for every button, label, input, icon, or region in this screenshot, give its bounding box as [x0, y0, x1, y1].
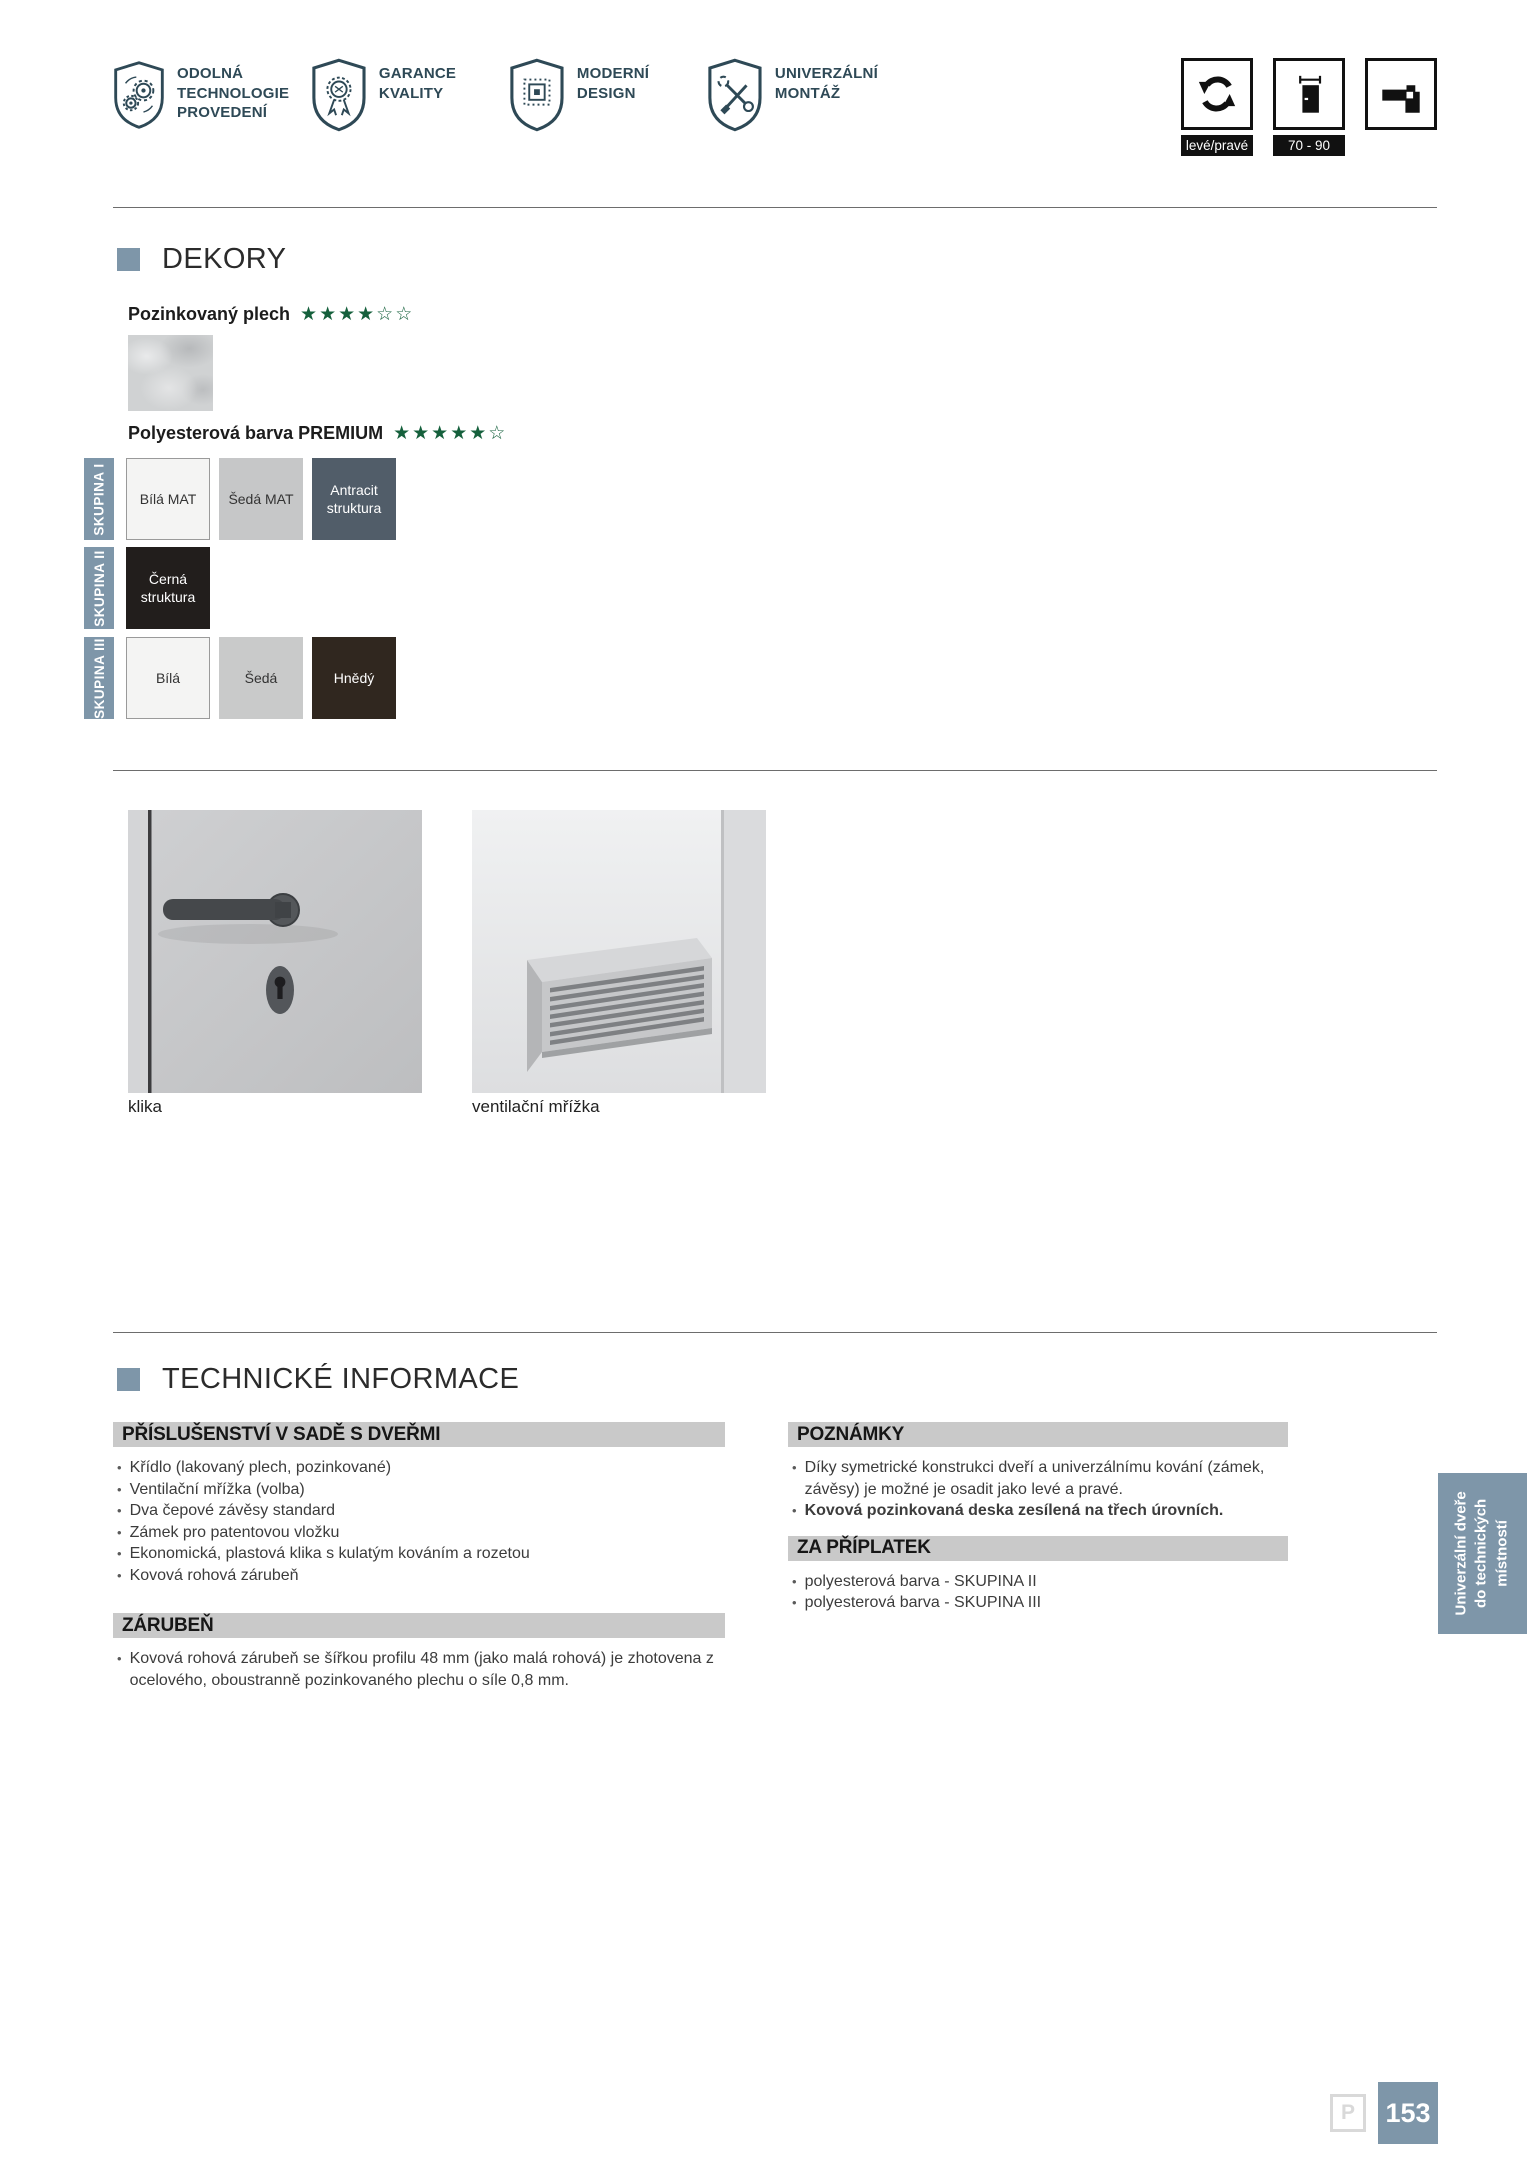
gears-shield-icon	[113, 56, 165, 134]
bullet-dot: •	[117, 1546, 122, 1561]
section-square	[117, 248, 140, 271]
category-side-tab	[1438, 1473, 1527, 1634]
swatch-group-2	[84, 547, 210, 629]
prop-width-range	[1273, 58, 1345, 156]
caption-handle: klika	[128, 1097, 163, 1116]
galvanized-label: Pozinkovaný plech	[128, 303, 291, 324]
bullet-text: Zámek pro patentovou vložku	[129, 1523, 340, 1541]
door-width-icon	[1273, 58, 1345, 130]
bullet-dot: •	[792, 1460, 797, 1475]
prop-label: 70 - 90	[1273, 135, 1345, 156]
premium-label: Polyesterová barva PREMIUM	[128, 422, 384, 443]
color-swatch-hnědý: Hnědý	[312, 637, 396, 719]
page-number: 153	[1378, 2082, 1438, 2144]
notes-header: POZNÁMKY	[788, 1422, 1288, 1447]
bullet-item	[117, 1522, 725, 1544]
bullet-text: Ekonomická, plastová klika s kulatým kováním a rozetou	[129, 1545, 530, 1562]
technical-right-column	[788, 1422, 1288, 1628]
prop-frame-profile	[1365, 58, 1437, 156]
color-swatch-šedá-mat: Šedá MAT	[219, 458, 303, 540]
galvanized-texture-swatch	[128, 335, 213, 411]
color-swatch-černá-struktura: Černá struktura	[126, 547, 210, 629]
feature-badges	[113, 56, 879, 134]
group-label-skupina-1: SKUPINA I	[84, 458, 114, 540]
bullet-item	[792, 1500, 1288, 1522]
bullet-dot: •	[792, 1595, 797, 1610]
surcharge-header: ZA PŘÍPLATEK	[788, 1536, 1288, 1561]
brand-logo: P	[1330, 2094, 1366, 2132]
bullet-item	[792, 1592, 1288, 1614]
badge-durable-technology	[113, 56, 290, 134]
bullet-text: Kovová rohová zárubeň se šířkou profilu 48 mm (jako malá rohová) je zhotovena z ocelového, oboustranně pozinkovaného plechu o síle 0,8 mm.	[129, 1650, 714, 1689]
bullet-text: polyesterová barva - SKUPINA III	[804, 1594, 1042, 1611]
badge-modern-design	[509, 56, 681, 134]
accessories-header: PŘÍSLUŠENSTVÍ V SADĚ S DVEŘMI	[113, 1422, 725, 1447]
premium-rating-row	[128, 422, 507, 444]
swatch-row	[126, 458, 396, 540]
color-swatch-bílá-mat: Bílá MAT	[126, 458, 210, 540]
medal-shield-icon	[311, 56, 367, 134]
galvanized-stars: ★★★★☆☆	[300, 303, 415, 325]
bullet-text: Kovová pozinkovaná deska zesílená na třech úrovních.	[804, 1502, 1224, 1519]
divider-top	[113, 207, 1437, 208]
section-square	[117, 1368, 140, 1391]
divider-middle	[113, 770, 1437, 771]
chip-shield-icon	[509, 56, 565, 134]
bullet-dot: •	[792, 1573, 797, 1589]
photo-ventilation-grille	[472, 810, 766, 1093]
swatch-row	[126, 637, 396, 719]
bullet-dot: •	[117, 1651, 122, 1666]
bullet-dot: •	[117, 1524, 122, 1540]
photo-door-handle	[128, 810, 422, 1093]
badge-label: ODOLNÁ TECHNOLOGIE PROVEDENÍ	[177, 65, 290, 121]
badge-quality-guarantee	[311, 56, 483, 134]
prop-label: levé/pravé	[1181, 135, 1253, 156]
bullet-item	[792, 1571, 1288, 1593]
galvanized-rating-row	[128, 303, 414, 325]
swatch-row	[126, 547, 210, 629]
bullet-item	[117, 1543, 725, 1565]
swatch-group-1	[84, 458, 396, 540]
bullet-text: polyesterová barva - SKUPINA II	[804, 1572, 1037, 1590]
side-tab-text: Univerzální dveře do technických místností	[1453, 1491, 1511, 1616]
badge-label: GARANCE KVALITY	[378, 65, 457, 102]
bullet-dot: •	[792, 1503, 797, 1518]
section-title: DEKORY	[162, 243, 287, 275]
frame-list	[117, 1648, 725, 1691]
technical-left-column	[113, 1422, 725, 1705]
prop-reversible	[1181, 58, 1253, 156]
badge-label: MODERNÍ DESIGN	[576, 65, 650, 102]
swatch-group-3	[84, 637, 396, 719]
premium-stars: ★★★★★☆	[393, 422, 508, 444]
tools-shield-icon	[707, 56, 763, 134]
bullet-dot: •	[117, 1481, 122, 1497]
bullet-item	[792, 1457, 1288, 1500]
bullet-item	[117, 1479, 725, 1501]
reversible-arrows-icon	[1181, 58, 1253, 130]
bullet-text: Dva čepové závěsy standard	[129, 1502, 336, 1519]
color-swatch-šedá: Šedá	[219, 637, 303, 719]
badge-universal-mounting	[707, 56, 879, 134]
surcharge-list	[792, 1571, 1288, 1614]
bullet-dot: •	[117, 1460, 122, 1475]
caption-vent-grille: ventilační mřížka	[472, 1097, 600, 1116]
bullet-text: Díky symetrické konstrukci dveří a univerzálnímu kování (zámek, závěsy) je možné je osadit jako levé a pravé.	[804, 1459, 1265, 1498]
bullet-item	[117, 1648, 725, 1691]
section-dekory	[117, 243, 286, 276]
color-swatch-bílá: Bílá	[126, 637, 210, 719]
bullet-text: Ventilační mřížka (volba)	[129, 1480, 305, 1498]
group-label-skupina-2: SKUPINA II	[84, 547, 114, 629]
door-properties	[1181, 58, 1437, 156]
bullet-item	[117, 1565, 725, 1587]
frame-header: ZÁRUBEŇ	[113, 1613, 725, 1638]
accessories-list	[117, 1457, 725, 1586]
bullet-item	[117, 1500, 725, 1522]
bullet-text: Křídlo (lakovaný plech, pozinkované)	[129, 1459, 392, 1476]
notes-list	[792, 1457, 1288, 1522]
frame-profile-icon	[1365, 58, 1437, 130]
section-technical-info	[117, 1363, 519, 1396]
section-title: TECHNICKÉ INFORMACE	[162, 1363, 520, 1395]
color-swatch-antracit-struktura: Antracit struktura	[312, 458, 396, 540]
bullet-text: Kovová rohová zárubeň	[129, 1566, 299, 1584]
bullet-item	[117, 1457, 725, 1479]
bullet-dot: •	[117, 1503, 122, 1518]
group-label-skupina-3: SKUPINA III	[84, 637, 114, 719]
badge-label: UNIVERZÁLNÍ MONTÁŽ	[774, 65, 878, 102]
bullet-dot: •	[117, 1567, 122, 1583]
divider-technical	[113, 1332, 1437, 1333]
